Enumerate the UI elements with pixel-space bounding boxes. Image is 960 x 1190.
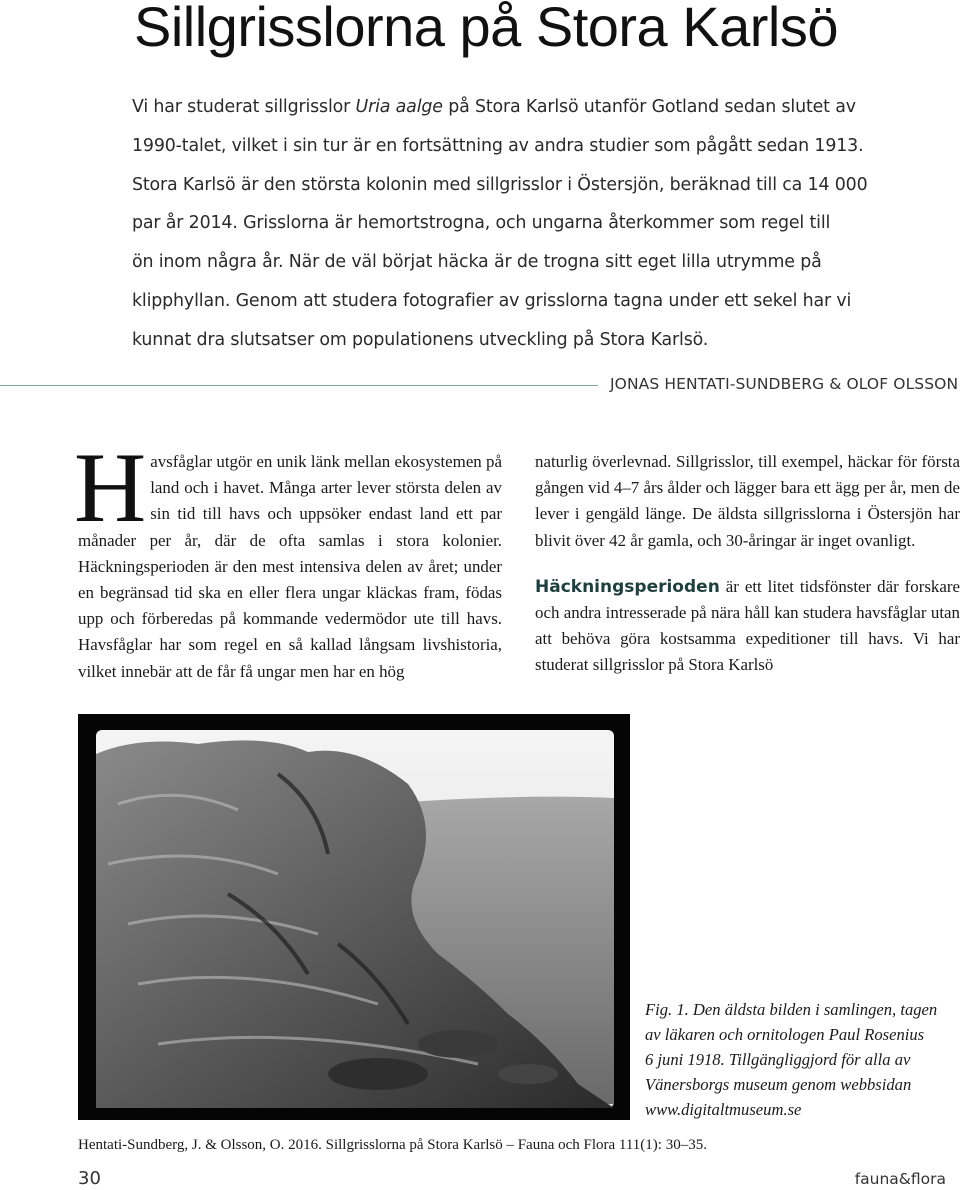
body-paragraph: Häckningsperioden är ett litet tidsfönster där forskare och andra intresserade på nära håll kan studera havsfåglar utan att behöva göra kostsamma expeditioner till havs. Vi har studerat sillgrisslor på Stora Karlsö (535, 576, 960, 675)
lead-paragraph (132, 88, 912, 360)
drop-cap: H (74, 432, 147, 543)
section-subhead: Häckningsperioden (535, 576, 720, 597)
lead-line: ön inom några år. När de väl börjat häcka är de trogna sitt eget lilla utrymme på (132, 252, 822, 273)
lead-line: klipphyllan. Genom att studera fotografier av grisslorna tagna under ett sekel har vi (132, 290, 852, 311)
body-column-left (74, 432, 502, 685)
page-number: 30 (78, 1168, 101, 1189)
body-column-right (535, 449, 960, 679)
author-byline: JONAS HENTATI-SUNDBERG & OLOF OLSSON (610, 375, 959, 393)
magazine-name: fauna&flora (854, 1170, 946, 1188)
historic-cliff-photo (78, 714, 630, 1120)
figure-caption: Fig. 1. Den äldsta bilden i samlingen, tagen av läkaren och ornitologen Paul Rosenius 6 juni 1918. Tillgängliggjord för alla av Vänersborgs museum genom webbsidan www.digitaltmuseum.se (645, 1000, 938, 1119)
lead-line: Stora Karlsö är den största kolonin med sillgrisslor i Östersjön, beräknad till ca 14 000 (132, 174, 868, 195)
species-name: Uria aalge (355, 97, 443, 117)
article-title: Sillgrisslorna på Stora Karlsö (134, 0, 838, 58)
body-paragraph: Havsfåglar utgör en unik länk mellan ekosystemen på land och i havet. Många arter lever största delen av sin tid till havs och uppsöker endast land ett par månader per år, där de ofta samlas i stora kolonier. Häckningsperioden är den mest intensiva delen av året; under en begränsad tid ska en eller flera ungar kläckas fram, födas upp och förberedas på kommande vedermödor ute till havs. Havsfåglar har som regel en så kallad långsam livshistoria, vilket innebär att de får få ungar men har en hög (74, 432, 502, 681)
body-paragraph: naturlig överlevnad. Sillgrisslor, till exempel, häckar för första gången vid 4–7 års ålder och lägger bara ett ägg per år, men de lever i gengäld länge. De äldsta sillgrisslorna i Östersjön har blivit över 42 år gamla, och 30-åringar är inget ovanligt. (535, 452, 960, 550)
lead-line: Vi har studerat sillgrisslor Uria aalge på Stora Karlsö utanför Gotland sedan slutet av (132, 97, 856, 117)
lead-line: kunnat dra slutsatser om populationens utveckling på Stora Karlsö. (132, 329, 709, 350)
citation-reference: Hentati-Sundberg, J. & Olsson, O. 2016. Sillgrisslorna på Stora Karlsö – Fauna och Flora 111(1): 30–35. (78, 1137, 707, 1153)
lead-line: 1990-talet, vilket i sin tur är en fortsättning av andra studier som pågått sedan 1913. (132, 135, 864, 156)
divider-rule (0, 385, 598, 386)
lead-line: par år 2014. Grisslorna är hemortstrogna, och ungarna återkommer som regel till (132, 213, 831, 234)
